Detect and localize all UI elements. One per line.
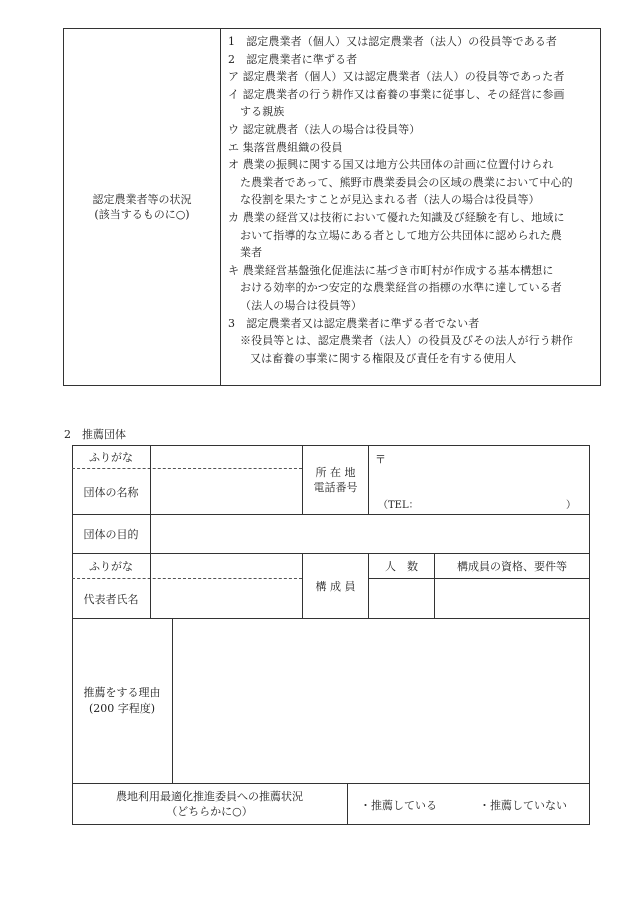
status-label-cell <box>72 784 347 824</box>
option-line: おける効率的かつ安定的な農業経営の指標の水準に達している者 <box>240 281 562 295</box>
eligibility-table <box>63 28 601 386</box>
status-note: （どちらかに○） <box>166 805 253 818</box>
option-not-recommending[interactable]: ・推薦していない <box>479 799 567 812</box>
recommending-org-table <box>72 445 590 825</box>
option-line[interactable]: カ 農業の経営又は技術において優れた知識及び経験を有し、地域に <box>228 210 565 224</box>
option-line[interactable]: 3 認定農業者又は認定農業者に準ずる者でない者 <box>228 316 480 330</box>
reason-label: 推薦をする理由 <box>83 686 161 699</box>
eligibility-options <box>228 33 596 367</box>
border-line <box>72 824 590 825</box>
tel-close: ） <box>566 500 576 511</box>
border-line <box>347 783 348 825</box>
status-label: 農地利用最適化推進委員への推薦状況 <box>116 790 303 803</box>
reason-label-cell <box>72 619 172 783</box>
member-count-label: 人 数 <box>385 560 418 573</box>
purpose-label: 団体の目的 <box>83 528 139 541</box>
eligibility-label-cell <box>64 29 220 385</box>
option-recommending[interactable]: ・推薦している <box>360 799 437 812</box>
org-name-input[interactable] <box>151 469 302 514</box>
rep-name-input[interactable] <box>151 579 302 618</box>
org-furigana-input[interactable] <box>151 445 302 468</box>
rep-furigana-input[interactable] <box>151 554 302 578</box>
address-label: 所 在 地 <box>315 465 356 479</box>
option-line[interactable]: ア 認定農業者（個人）又は認定農業者（法人）の役員等であった者 <box>228 70 565 84</box>
address-label-cell <box>303 445 368 514</box>
section-title: 2 推薦団体 <box>64 428 126 441</box>
option-line[interactable]: ウ 認定就農者（法人の場合は役員等） <box>228 122 421 136</box>
option-line: た農業者であって、熊野市農業委員会の区域の農業において中心的 <box>240 175 573 189</box>
option-line[interactable]: イ 認定農業者の行う耕作又は畜養の事業に従事し、その経営に参画 <box>228 87 565 101</box>
eligibility-label-note: (該当するものに○) <box>94 208 190 221</box>
qualification-input[interactable] <box>435 579 589 618</box>
furigana-label: ふりがな <box>89 450 133 464</box>
members-label: 構 成 員 <box>315 580 356 593</box>
tel-open: （TEL： <box>378 500 419 511</box>
postal-mark: 〒 <box>375 453 386 466</box>
option-line: する親族 <box>240 105 285 119</box>
option-line[interactable]: 1 認定農業者（個人）又は認定農業者（法人）の役員等である者 <box>228 35 557 48</box>
option-line: （法人の場合は役員等） <box>240 298 363 312</box>
rep-name-label: 代表者氏名 <box>83 592 139 606</box>
option-line: 業者 <box>240 246 263 260</box>
phone-label: 電話番号 <box>313 480 358 494</box>
option-line[interactable]: オ 農業の振興に関する国又は地方公共団体の計画に位置付けられ <box>228 158 554 172</box>
option-line: な役割を果たすことが見込まれる者（法人の場合は役員等） <box>240 193 540 207</box>
furigana-label: ふりがな <box>89 560 133 573</box>
org-name-label: 団体の名称 <box>83 485 139 499</box>
reason-note: (200 字程度) <box>88 702 156 715</box>
eligibility-label: 認定農業者等の状況 <box>92 193 192 206</box>
option-line[interactable]: キ 農業経営基盤強化促進法に基づき市町村が作成する基本構想に <box>228 263 554 277</box>
reason-input[interactable] <box>173 619 589 783</box>
address-input[interactable] <box>369 446 589 514</box>
table-divider <box>220 29 221 385</box>
note-line: ※役員等とは、認定農業者（法人）の役員及びその法人が行う耕作 <box>240 334 573 348</box>
note-line: 又は畜養の事業に関する権限及び責任を有する使用人 <box>250 351 517 365</box>
border-line <box>589 445 590 825</box>
qualification-label: 構成員の資格、要件等 <box>457 560 567 573</box>
option-line[interactable]: エ 集落営農組織の役員 <box>228 140 343 154</box>
option-line[interactable]: 2 認定農業者に準ずる者 <box>228 52 358 66</box>
purpose-input[interactable] <box>151 515 589 553</box>
member-count-input[interactable] <box>369 579 434 618</box>
option-line: おいて指導的な立場にある者として地方公共団体に認められた農 <box>240 228 562 242</box>
